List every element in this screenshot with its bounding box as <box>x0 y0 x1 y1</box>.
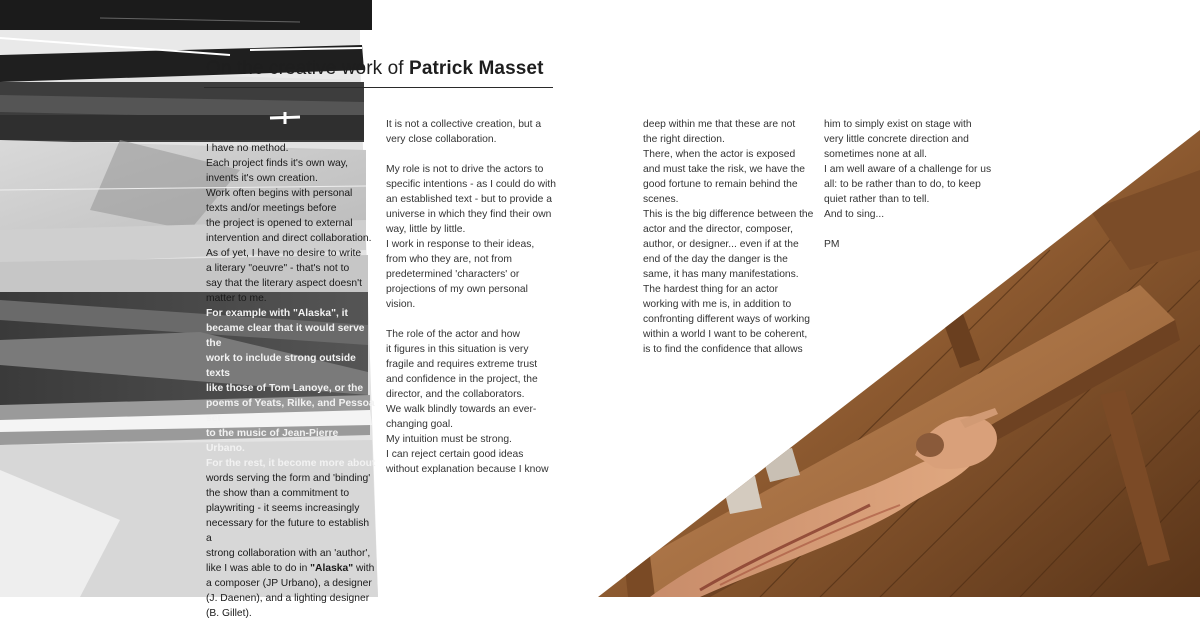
paragraph-gap <box>824 222 994 237</box>
text-line: poems of Yeats, Rilke, and Pessoa set <box>206 398 375 424</box>
text-line: say that the literary aspect doesn't <box>206 278 362 289</box>
text-line: confronting different ways of working <box>643 314 810 325</box>
text-segment: with <box>353 563 375 574</box>
text-line: I can reject certain good ideas <box>386 449 524 460</box>
column-4 <box>824 117 994 252</box>
text-line: We walk blindly towards an ever- <box>386 404 537 415</box>
text-line: without explanation because I know <box>386 464 549 475</box>
text-line: And to sing... <box>824 209 885 220</box>
text-line: words serving the form and 'binding' <box>206 473 371 484</box>
text-line: vision. <box>386 299 416 310</box>
text-line: Work often begins with personal <box>206 188 353 199</box>
text-line: (J. Daenen), and a lighting designer <box>206 593 370 604</box>
text-line: Each project finds it's own way, <box>206 158 348 169</box>
text-line: sometimes none at all. <box>824 149 928 160</box>
text-line: The role of the actor and how <box>386 329 520 340</box>
text-line: scenes. <box>643 194 679 205</box>
text-line: universe in which they find their own <box>386 209 552 220</box>
text-line: specific intentions - as I could do with <box>386 179 556 190</box>
column-2 <box>386 117 561 477</box>
text-line: became clear that it would serve the <box>206 323 365 349</box>
text-line: fragile and requires extreme trust <box>386 359 538 370</box>
text-line: the project is opened to external <box>206 218 353 229</box>
text-line: very close collaboration. <box>386 134 497 145</box>
text-line: work to include strong outside texts <box>206 353 356 379</box>
text-line: matter to me. <box>206 293 267 304</box>
text-line: The hardest thing for an actor <box>643 284 779 295</box>
text-line: I work in response to their ideas, <box>386 239 535 250</box>
alaska-title: "Alaska" <box>292 308 336 319</box>
text-line: quiet rather than to tell. <box>824 194 930 205</box>
text-line: I am well aware of a challenge for us <box>824 164 992 175</box>
text-line: My role is not to drive the actors to <box>386 164 544 175</box>
text-line: working with me is, in addition to <box>643 299 792 310</box>
text-line: and must take the risk, we have the <box>643 164 805 175</box>
text-line: necessary for the future to establish a <box>206 518 370 544</box>
text-line: an established text - but to provide a <box>386 194 552 205</box>
text-line: end of the day the danger is the <box>643 254 788 265</box>
column-3 <box>643 117 818 357</box>
text-line: a literary "oeuvre" - that's not to <box>206 263 350 274</box>
alaska-title: "Alaska" <box>310 563 354 574</box>
text-line: is to find the confidence that allows <box>643 344 803 355</box>
text-line: very little concrete direction and <box>824 134 969 145</box>
text-line: For the rest, it become more about <box>206 458 376 469</box>
text-line: it figures in this situation is very <box>386 344 529 355</box>
text-line: invents it's own creation. <box>206 173 318 184</box>
text-line: changing goal. <box>386 419 453 430</box>
text-segment: , it <box>335 308 348 319</box>
text-line: him to simply exist on stage with <box>824 119 972 130</box>
paragraph-gap <box>386 147 561 162</box>
text-line: director, and the collaborators. <box>386 389 525 400</box>
signature: PM <box>824 239 840 250</box>
text-segment: For example with <box>206 308 293 319</box>
title-name: Patrick Masset <box>409 58 544 79</box>
text-line: all: to be rather than to do, to keep <box>824 179 981 190</box>
text-line: There, when the actor is exposed <box>643 149 796 160</box>
text-line: from who they are, not from <box>386 254 512 265</box>
text-line: good fortune to remain behind the <box>643 179 798 190</box>
text-line: way, little by little. <box>386 224 466 235</box>
text-line: author, or designer... even if at the <box>643 239 799 250</box>
text-line: predetermined 'characters' or <box>386 269 520 280</box>
text-segment: like I was able to do in <box>206 563 311 574</box>
page-title <box>206 58 544 80</box>
text-line: texts and/or meetings before <box>206 203 337 214</box>
text-line: This is the big difference between the <box>643 209 814 220</box>
text-line: projections of my own personal <box>386 284 528 295</box>
text-line: a composer (JP Urbano), a designer <box>206 578 372 589</box>
text-line <box>206 561 376 576</box>
text-line: strong collaboration with an 'author', <box>206 548 371 559</box>
column-1 <box>206 141 376 621</box>
text-line: actor and the director, composer, <box>643 224 793 235</box>
text-line: As of yet, I have no desire to write <box>206 248 362 259</box>
text-line: to the music of Jean-Pierre Urbano. <box>206 428 339 454</box>
text-line: My intuition must be strong. <box>386 434 512 445</box>
text-line: (B. Gillet). <box>206 608 252 619</box>
text-line: and confidence in the project, the <box>386 374 538 385</box>
text-line: the show than a commitment to <box>206 488 350 499</box>
paragraph-gap <box>386 312 561 327</box>
title-prefix: On the creative work of <box>206 58 410 79</box>
text-line: intervention and direct collaboration. <box>206 233 372 244</box>
text-line: It is not a collective creation, but a <box>386 119 542 130</box>
text-line <box>206 306 376 321</box>
title-underline <box>204 87 553 88</box>
text-line: within a world I want to be coherent, <box>643 329 808 340</box>
text-line: same, it has many manifestations. <box>643 269 799 280</box>
text-line: I have no method. <box>206 143 289 154</box>
text-line: like those of Tom Lanoye, or the <box>206 383 364 394</box>
text-line: deep within me that these are not <box>643 119 796 130</box>
text-line: playwriting - it seems increasingly <box>206 503 360 514</box>
text-line: the right direction. <box>643 134 725 145</box>
